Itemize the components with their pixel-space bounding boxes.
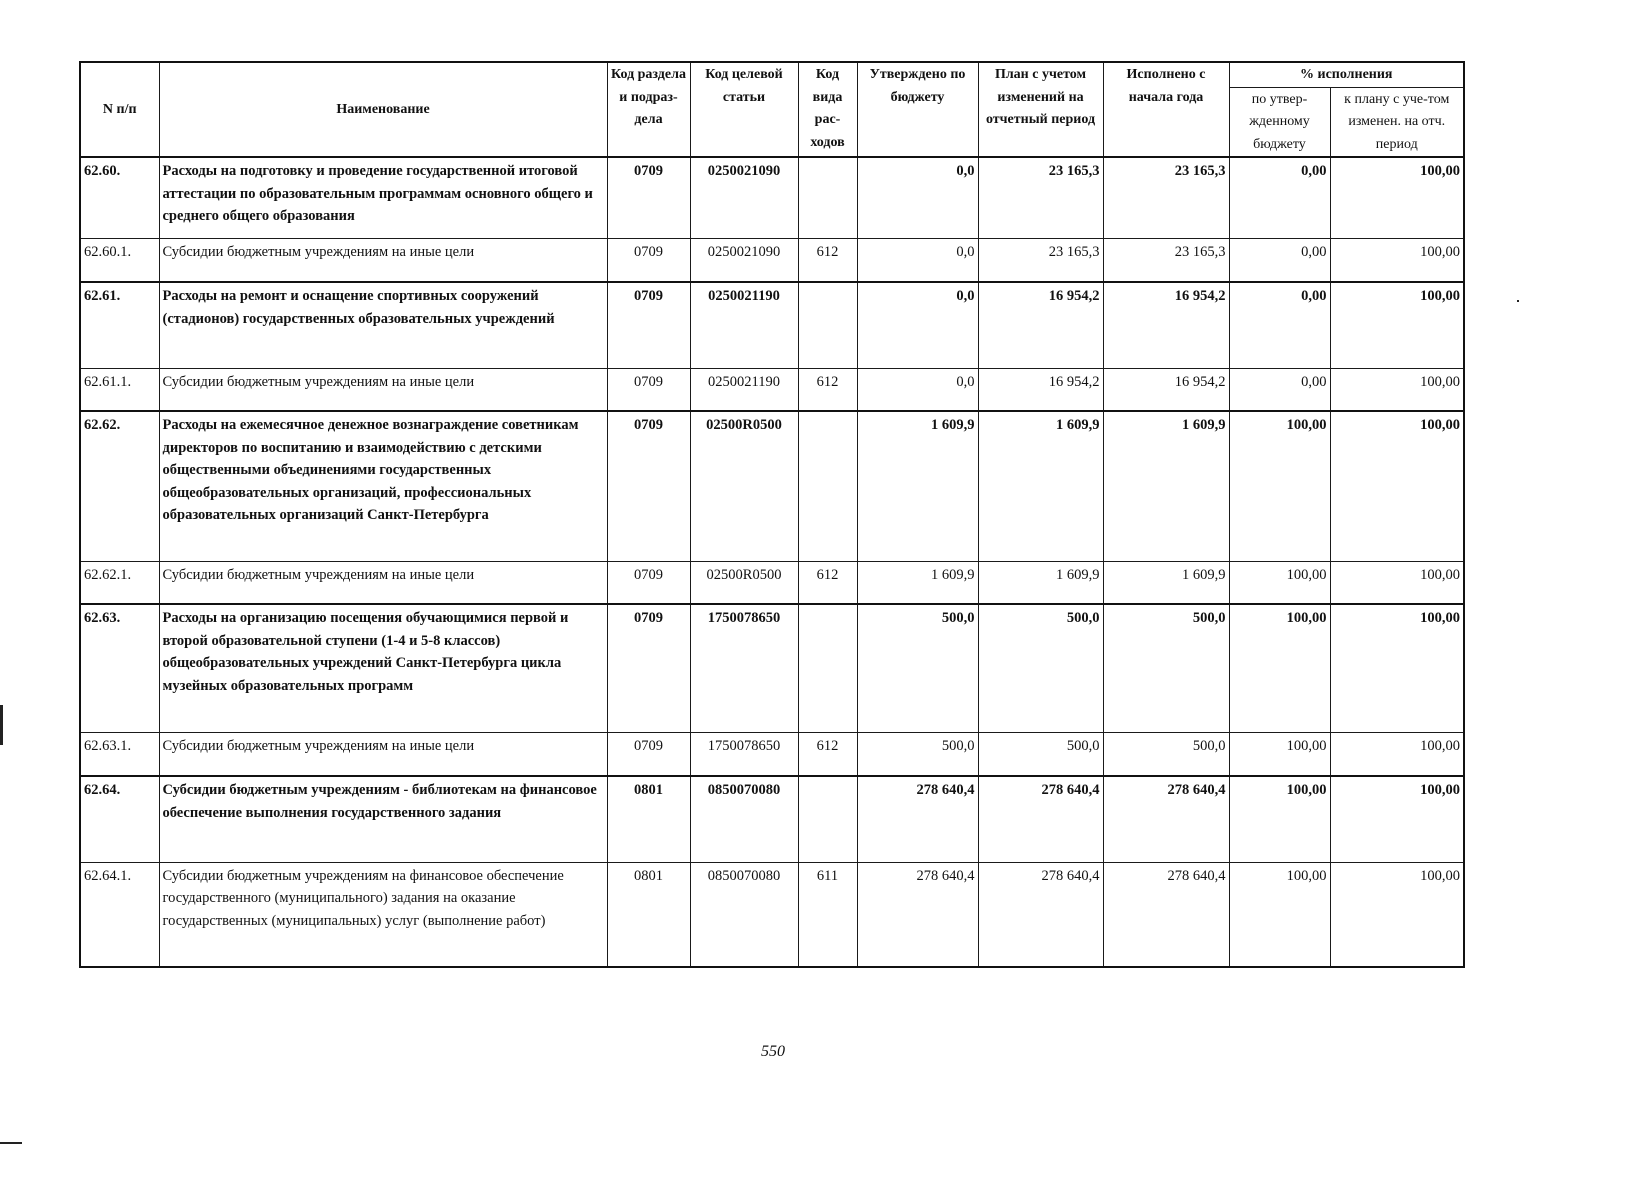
- row-section-code: 0709: [607, 157, 690, 238]
- table-row: [80, 776, 1464, 862]
- row-section-code: 0801: [607, 862, 690, 967]
- row-name: Субсидии бюджетным учреждениям на иные цели: [159, 732, 607, 776]
- row-plan: 278 640,4: [978, 862, 1103, 967]
- row-number: 62.64.: [80, 776, 159, 862]
- row-executed: 500,0: [1103, 604, 1229, 732]
- header-pct-approved: по утвер-жденному бюджету: [1229, 87, 1330, 157]
- row-plan: 500,0: [978, 732, 1103, 776]
- row-executed: 23 165,3: [1103, 157, 1229, 238]
- row-section-code: 0709: [607, 282, 690, 368]
- row-section-code: 0709: [607, 561, 690, 604]
- row-expense-code: [798, 157, 857, 238]
- row-plan: 1 609,9: [978, 561, 1103, 604]
- row-pct-approved: 100,00: [1229, 604, 1330, 732]
- row-pct-approved: 0,00: [1229, 157, 1330, 238]
- row-pct-plan: 100,00: [1330, 776, 1464, 862]
- row-pct-plan: 100,00: [1330, 862, 1464, 967]
- row-expense-code: 611: [798, 862, 857, 967]
- header-num: N п/п: [80, 62, 159, 157]
- row-expense-code: 612: [798, 238, 857, 282]
- row-pct-approved: 100,00: [1229, 561, 1330, 604]
- row-pct-plan: 100,00: [1330, 732, 1464, 776]
- row-target-code: 0250021190: [690, 368, 798, 411]
- row-expense-code: [798, 776, 857, 862]
- row-target-code: 0850070080: [690, 776, 798, 862]
- header-approved: Утверждено по бюджету: [857, 62, 978, 157]
- row-number: 62.63.1.: [80, 732, 159, 776]
- row-approved: 0,0: [857, 157, 978, 238]
- header-executed: Исполнено с начала года: [1103, 62, 1229, 157]
- row-approved: 0,0: [857, 368, 978, 411]
- row-name: Субсидии бюджетным учреждениям - библиотекам на финансовое обеспечение выполнения государственного задания: [159, 776, 607, 862]
- row-executed: 16 954,2: [1103, 368, 1229, 411]
- table-row: [80, 411, 1464, 561]
- row-section-code: 0709: [607, 604, 690, 732]
- table-row: [80, 561, 1464, 604]
- header-plan: План с учетом изменений на отчетный период: [978, 62, 1103, 157]
- row-target-code: 0250021090: [690, 157, 798, 238]
- row-target-code: 1750078650: [690, 604, 798, 732]
- row-expense-code: [798, 411, 857, 561]
- row-number: 62.62.: [80, 411, 159, 561]
- row-target-code: 0250021090: [690, 238, 798, 282]
- row-approved: 1 609,9: [857, 561, 978, 604]
- table-row: [80, 368, 1464, 411]
- scan-edge-mark-bottom: [0, 1142, 22, 1144]
- row-plan: 23 165,3: [978, 157, 1103, 238]
- row-pct-approved: 100,00: [1229, 411, 1330, 561]
- row-name: Субсидии бюджетным учреждениям на иные цели: [159, 368, 607, 411]
- row-section-code: 0709: [607, 238, 690, 282]
- row-pct-approved: 0,00: [1229, 368, 1330, 411]
- row-name: Субсидии бюджетным учреждениям на иные цели: [159, 238, 607, 282]
- row-plan: 500,0: [978, 604, 1103, 732]
- row-name: Субсидии бюджетным учреждениям на иные цели: [159, 561, 607, 604]
- row-pct-plan: 100,00: [1330, 238, 1464, 282]
- row-pct-plan: 100,00: [1330, 368, 1464, 411]
- row-executed: 23 165,3: [1103, 238, 1229, 282]
- row-pct-approved: 100,00: [1229, 732, 1330, 776]
- row-pct-plan: 100,00: [1330, 157, 1464, 238]
- row-plan: 16 954,2: [978, 368, 1103, 411]
- row-target-code: 0850070080: [690, 862, 798, 967]
- row-section-code: 0709: [607, 368, 690, 411]
- row-approved: 500,0: [857, 732, 978, 776]
- row-executed: 278 640,4: [1103, 862, 1229, 967]
- header-target-code: Код целевой статьи: [690, 62, 798, 157]
- row-name: Расходы на ежемесячное денежное вознаграждение советникам директоров по воспитанию и взаимодействию с детскими общественными объединениями государственных общеобразовательных организаций, профессиональных образовательных организаций Санкт-Петербурга: [159, 411, 607, 561]
- row-number: 62.60.1.: [80, 238, 159, 282]
- row-approved: 0,0: [857, 282, 978, 368]
- row-number: 62.64.1.: [80, 862, 159, 967]
- page-number: 550: [761, 1043, 785, 1060]
- row-number: 62.63.: [80, 604, 159, 732]
- header-section-code: Код раздела и подраз-дела: [607, 62, 690, 157]
- row-pct-approved: 100,00: [1229, 862, 1330, 967]
- row-name: Субсидии бюджетным учреждениям на финансовое обеспечение государственного (муниципального) задания на оказание государственных (муниципальных) услуг (выполнение работ): [159, 862, 607, 967]
- row-pct-plan: 100,00: [1330, 604, 1464, 732]
- row-target-code: 1750078650: [690, 732, 798, 776]
- row-section-code: 0801: [607, 776, 690, 862]
- header-row-1: [80, 62, 1464, 87]
- row-approved: 500,0: [857, 604, 978, 732]
- header-pct-plan: к плану с уче-том изменен. на отч. период: [1330, 87, 1464, 157]
- row-section-code: 0709: [607, 411, 690, 561]
- table-header: [80, 62, 1464, 157]
- row-executed: 1 609,9: [1103, 561, 1229, 604]
- row-name: Расходы на подготовку и проведение государственной итоговой аттестации по образовательным программам основного общего и среднего общего образования: [159, 157, 607, 238]
- row-target-code: 02500R0500: [690, 411, 798, 561]
- row-pct-approved: 100,00: [1229, 776, 1330, 862]
- row-expense-code: 612: [798, 368, 857, 411]
- row-executed: 1 609,9: [1103, 411, 1229, 561]
- row-approved: 0,0: [857, 238, 978, 282]
- row-expense-code: [798, 604, 857, 732]
- row-plan: 1 609,9: [978, 411, 1103, 561]
- scan-speck: [1517, 300, 1519, 302]
- row-number: 62.61.1.: [80, 368, 159, 411]
- row-name: Расходы на организацию посещения обучающимися первой и второй образовательной ступени (1-4 и 5-8 классов) общеобразовательных учреждений Санкт-Петербурга цикла музейных образовательных программ: [159, 604, 607, 732]
- table-row: [80, 238, 1464, 282]
- scan-edge-mark-left: [0, 705, 3, 745]
- row-pct-plan: 100,00: [1330, 411, 1464, 561]
- row-executed: 16 954,2: [1103, 282, 1229, 368]
- budget-execution-table: [79, 61, 1465, 968]
- row-approved: 1 609,9: [857, 411, 978, 561]
- row-executed: 278 640,4: [1103, 776, 1229, 862]
- row-number: 62.62.1.: [80, 561, 159, 604]
- row-expense-code: [798, 282, 857, 368]
- row-pct-approved: 0,00: [1229, 238, 1330, 282]
- header-expense-code: Код вида рас-ходов: [798, 62, 857, 157]
- table-body: [80, 157, 1464, 967]
- table-row: [80, 732, 1464, 776]
- row-pct-approved: 0,00: [1229, 282, 1330, 368]
- row-pct-plan: 100,00: [1330, 282, 1464, 368]
- header-pct-group: % исполнения: [1229, 62, 1464, 87]
- row-approved: 278 640,4: [857, 776, 978, 862]
- row-plan: 278 640,4: [978, 776, 1103, 862]
- row-section-code: 0709: [607, 732, 690, 776]
- row-pct-plan: 100,00: [1330, 561, 1464, 604]
- table-row: [80, 282, 1464, 368]
- row-number: 62.60.: [80, 157, 159, 238]
- row-target-code: 02500R0500: [690, 561, 798, 604]
- table-row: [80, 157, 1464, 238]
- table-row: [80, 862, 1464, 967]
- row-plan: 23 165,3: [978, 238, 1103, 282]
- row-plan: 16 954,2: [978, 282, 1103, 368]
- row-number: 62.61.: [80, 282, 159, 368]
- row-name: Расходы на ремонт и оснащение спортивных сооружений (стадионов) государственных образовательных учреждений: [159, 282, 607, 368]
- row-target-code: 0250021190: [690, 282, 798, 368]
- header-name: Наименование: [159, 62, 607, 157]
- row-expense-code: 612: [798, 732, 857, 776]
- row-approved: 278 640,4: [857, 862, 978, 967]
- row-expense-code: 612: [798, 561, 857, 604]
- table-row: [80, 604, 1464, 732]
- row-executed: 500,0: [1103, 732, 1229, 776]
